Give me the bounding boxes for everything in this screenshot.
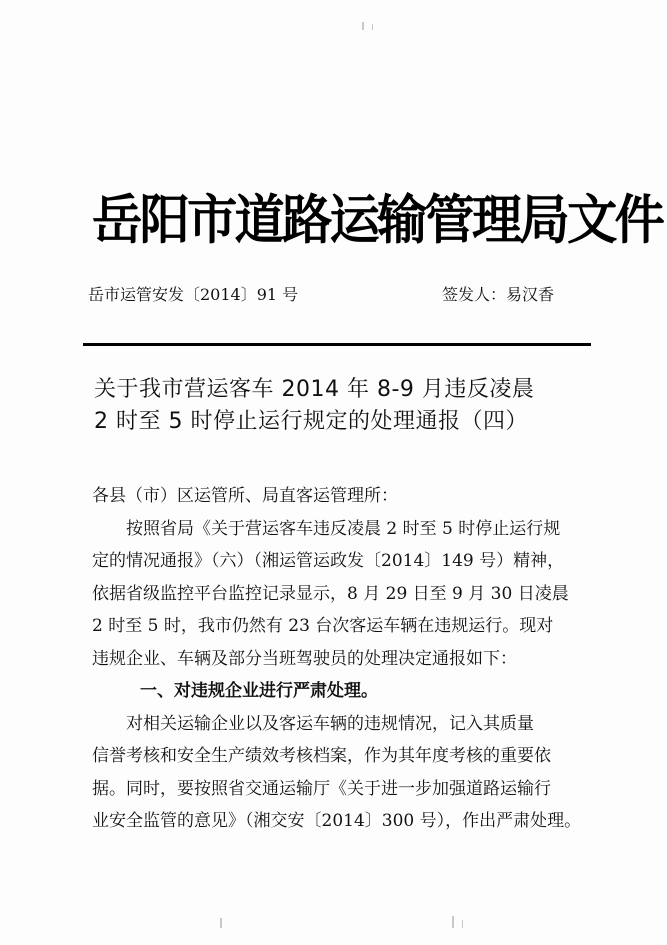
paragraph-1-line: 依据省级监控平台监控记录显示，8 月 29 日至 9 月 30 日凌晨 (92, 583, 569, 604)
paragraph-2-line: 业安全监管的意见》（湘交安〔2014〕300 号），作出严肃处理。 (92, 811, 582, 831)
paragraph-1-line: 按照省局《关于营运客车违反凌晨 2 时至 5 时停止运行规 (126, 518, 561, 539)
document-number: 岳市运管安发〔2014〕91 号 (88, 285, 299, 304)
paragraph-1-line: 违规企业、车辆及部分当班驾驶员的处理决定通报如下： (92, 648, 517, 669)
paragraph-2-line: 据。同时，要按照省交通运输厅《关于进一步加强道路运输行 (92, 778, 551, 799)
paragraph-2-line: 对相关运输企业以及客运车辆的违规情况，记入其质量 (126, 713, 534, 734)
paragraph-1-line: 定的情况通报》（六）（湘运管运政发〔2014〕149 号）精神， (92, 551, 565, 571)
section-1-heading: 一、对违规企业进行严肃处理。 (140, 681, 378, 701)
scan-speck (372, 24, 373, 30)
recipients-line: 各县（市）区运管所、局直客运管理所： (92, 486, 398, 506)
notice-title (94, 374, 574, 438)
signer-line: 签发人：易汉香 (442, 285, 555, 304)
header-divider (83, 343, 591, 346)
notice-body (92, 480, 592, 838)
paragraph-2-line: 信誉考核和安全生产绩效考核档案，作为其年度考核的重要依 (92, 746, 551, 766)
scan-speck (362, 22, 364, 30)
notice-title-line-1: 关于我市营运客车 2014 年 8-9 月违反凌晨 (94, 377, 535, 402)
scan-speck (220, 918, 222, 928)
paragraph-1-line: 2 时至 5 时，我市仍然有 23 台次客运车辆在违规运行。现对 (92, 616, 554, 636)
document-header-title: 岳阳市道路运输管理局文件 (92, 189, 662, 251)
scan-speck (452, 916, 454, 928)
notice-title-line-2: 2 时至 5 时停止运行规定的处理通报（四） (94, 409, 528, 434)
scan-speck (462, 920, 463, 928)
